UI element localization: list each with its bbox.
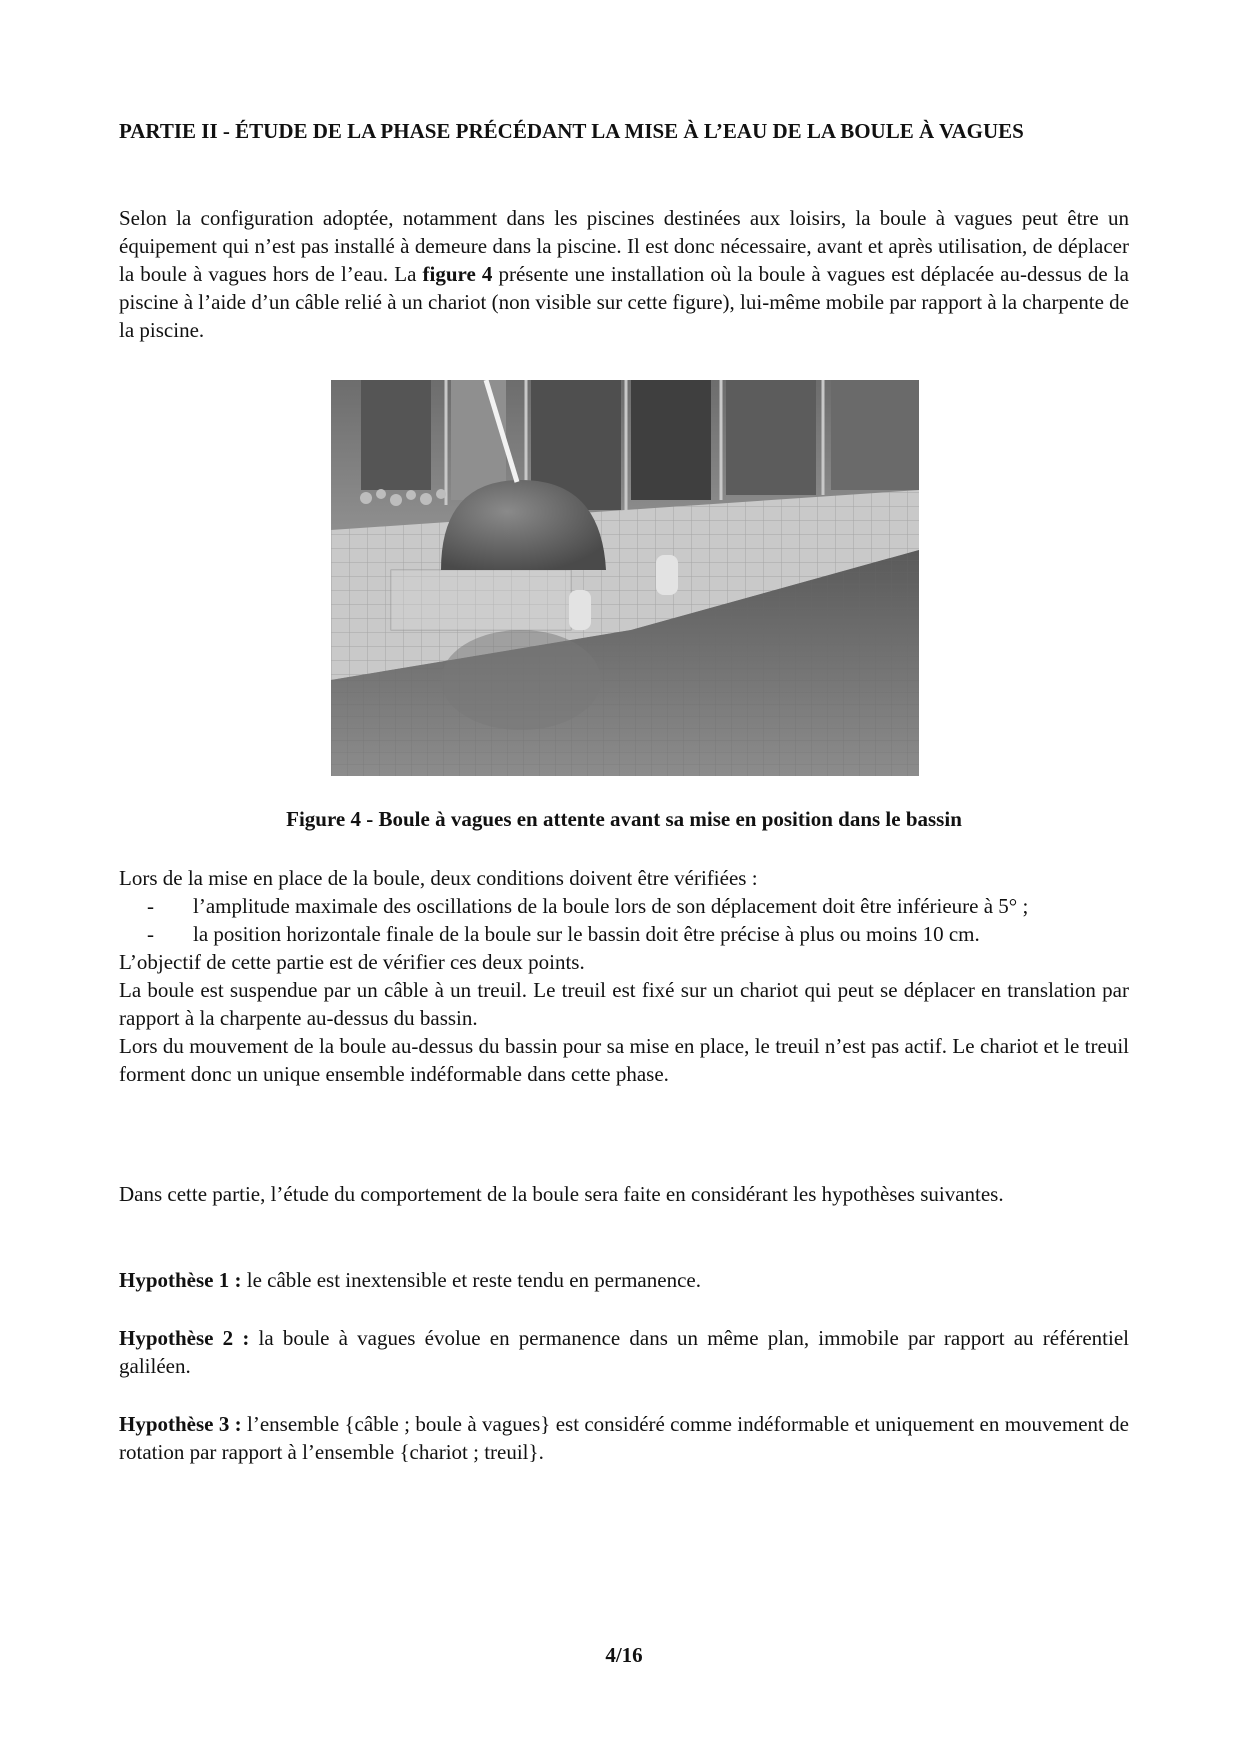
condition-text: la position horizontale finale de la boule sur le bassin doit être précise à plus ou moins 10 cm. <box>193 922 980 946</box>
suspension-paragraph: La boule est suspendue par un câble à un treuil. Le treuil est fixé sur un chariot qui peut se déplacer en translation par rapport à la charpente au-dessus du bassin. <box>119 978 1129 1030</box>
section-title: PARTIE II - ÉTUDE DE LA PHASE PRÉCÉDANT LA MISE À L’EAU DE LA BOULE À VAGUES <box>119 119 1024 143</box>
page-number: 4/16 <box>605 1643 643 1667</box>
intro-text-1: Selon la configuration adoptée, notamment dans les piscines destinées aux loisirs, la boule à vagues peut être un équipement qui n’est pas installé à demeure dans la piscine. Il est donc nécessaire, avant et après utilisation, de déplacer la boule à vagues hors de l’eau. La <box>119 206 1129 286</box>
hypothesis-3 <box>119 1410 1129 1466</box>
hypothesis-label: Hypothèse 1 : <box>119 1268 242 1292</box>
hypothesis-label: Hypothèse 2 : <box>119 1326 250 1350</box>
pool-wave-ball-image <box>331 380 919 776</box>
list-dash: - <box>147 922 154 946</box>
condition-text: l’amplitude maximale des oscillations de la boule lors de son déplacement doit être inférieure à 5° ; <box>193 894 1029 918</box>
condition-item <box>119 920 1129 948</box>
figure-4-photo <box>331 380 919 776</box>
hypothesis-text: l’ensemble {câble ; boule à vagues} est considéré comme indéformable et uniquement en mouvement de rotation par rapport à l’ensemble {chariot ; treuil}. <box>119 1412 1130 1464</box>
conditions-block <box>119 864 1129 1088</box>
movement-paragraph: Lors du mouvement de la boule au-dessus du bassin pour sa mise en place, le treuil n’est pas actif. Le chariot et le treuil forment donc un unique ensemble indéformable dans cette phase. <box>119 1034 1129 1086</box>
hypothesis-2 <box>119 1324 1129 1380</box>
list-dash: - <box>147 894 154 918</box>
condition-item <box>119 892 1129 920</box>
conditions-intro: Lors de la mise en place de la boule, deux conditions doivent être vérifiées : <box>119 866 758 890</box>
intro-text-2: présente une installation où la boule à vagues est déplacée au-dessus de la piscine à l’aide d’un câble relié à un chariot (non visible sur cette figure), lui-même mobile par rapport à la charpente de la piscine. <box>119 262 1129 342</box>
figure-caption: Figure 4 - Boule à vagues en attente avant sa mise en position dans le bassin <box>286 807 962 831</box>
hypothesis-1 <box>119 1266 1129 1294</box>
figure-reference: figure 4 <box>422 262 493 286</box>
intro-paragraph <box>119 204 1129 344</box>
study-intro-paragraph: Dans cette partie, l’étude du comportement de la boule sera faite en considérant les hypothèses suivantes. <box>119 1182 1004 1206</box>
hypothesis-label: Hypothèse 3 : <box>119 1412 242 1436</box>
objective-paragraph: L’objectif de cette partie est de vérifier ces deux points. <box>119 950 585 974</box>
hypothesis-text: le câble est inextensible et reste tendu en permanence. <box>241 1268 701 1292</box>
hypothesis-text: la boule à vagues évolue en permanence dans un même plan, immobile par rapport au référentiel galiléen. <box>119 1326 1129 1378</box>
